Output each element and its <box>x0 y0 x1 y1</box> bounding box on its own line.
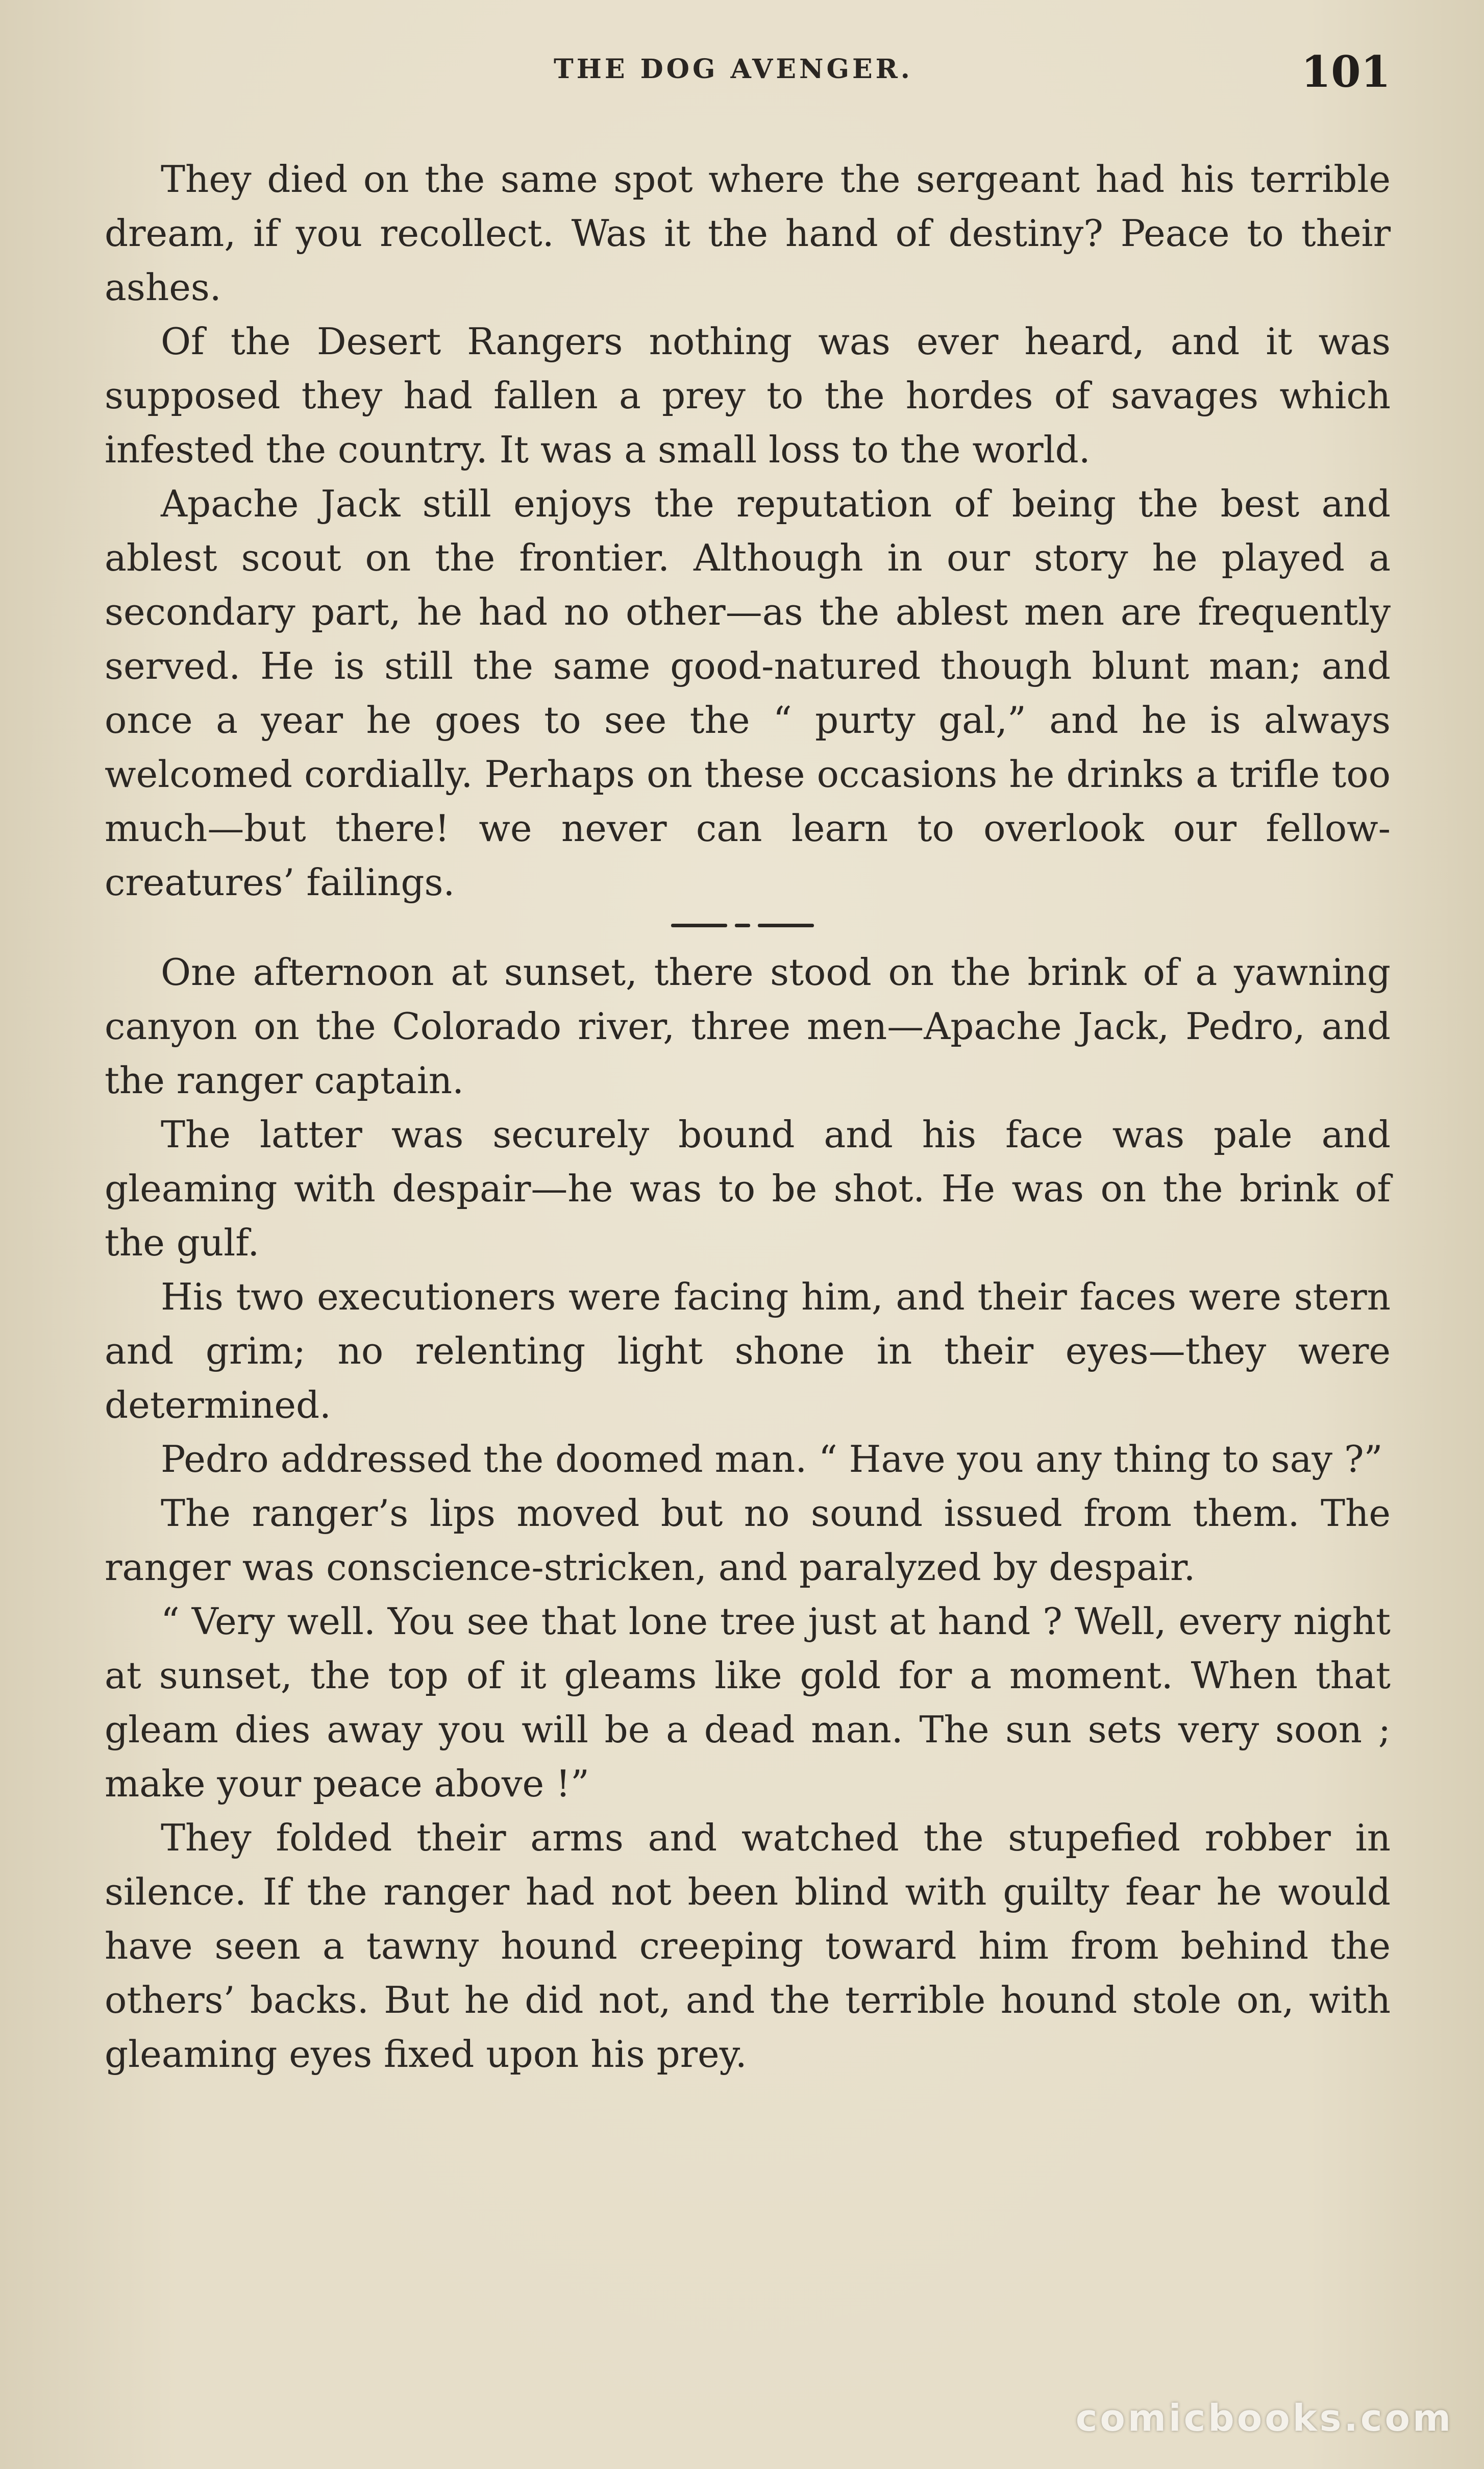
page-header <box>105 48 1391 110</box>
site-watermark: comicbooks.com <box>1075 2397 1453 2439</box>
page-number: 101 <box>1301 46 1391 97</box>
paragraph: “ Very well. You see that lone tree just at hand ? Well, every night at sunset, the top of it gleams like gold for a moment. When that gleam dies away you will be a dead man. The sun sets very soon ; make your peace above !” <box>105 1600 1391 1805</box>
paragraph: Of the Desert Rangers nothing was ever heard, and it was supposed they had fallen a prey to the hordes of savages which infested the country. It was a small loss to the world. <box>105 320 1391 471</box>
paragraph: They died on the same spot where the sergeant had his terrible dream, if you recollect. Was it the hand of destiny? Peace to their ashes. <box>105 158 1391 309</box>
paragraph: Pedro addressed the doomed man. “ Have you any thing to say ?” <box>161 1438 1383 1480</box>
section-separator <box>671 921 824 930</box>
paragraph: The latter was securely bound and his face was pale and gleaming with despair—he was to be shot. He was on the brink of the gulf. <box>105 1113 1391 1264</box>
paragraph: They folded their arms and watched the stupefied robber in silence. If the ranger had not been blind with guilty fear he would have seen a tawny hound creeping toward him from behind the others’ backs. But he did not, and the terrible hound stole on, with gleaming eyes fixed upon his prey. <box>105 1816 1391 2076</box>
paragraph: His two executioners were facing him, and their faces were stern and grim; no relenting light shone in their eyes—they were determined. <box>105 1275 1391 1426</box>
paragraph: Apache Jack still enjoys the reputation of being the best and ablest scout on the frontier. Although in our story he played a secondary part, he had no other—as the ablest men are frequently served. He is still the same good-natured though blunt man; and once a year he goes to see the “ purty gal,” and he is always welcomed cordially. Perhaps on these occasions he drinks a trifle too much—but there! we never can learn to overlook our fellow-creatures’ failings. <box>105 482 1391 904</box>
paragraph: The ranger’s lips moved but no sound issued from them. The ranger was conscience-stricken, and paralyzed by despair. <box>105 1492 1391 1589</box>
paragraph: One afternoon at sunset, there stood on the brink of a yawning canyon on the Colorado river, three men—Apache Jack, Pedro, and the ranger captain. <box>105 951 1391 1102</box>
running-title: THE DOG AVENGER. <box>554 54 913 85</box>
body-text <box>105 152 1391 2081</box>
